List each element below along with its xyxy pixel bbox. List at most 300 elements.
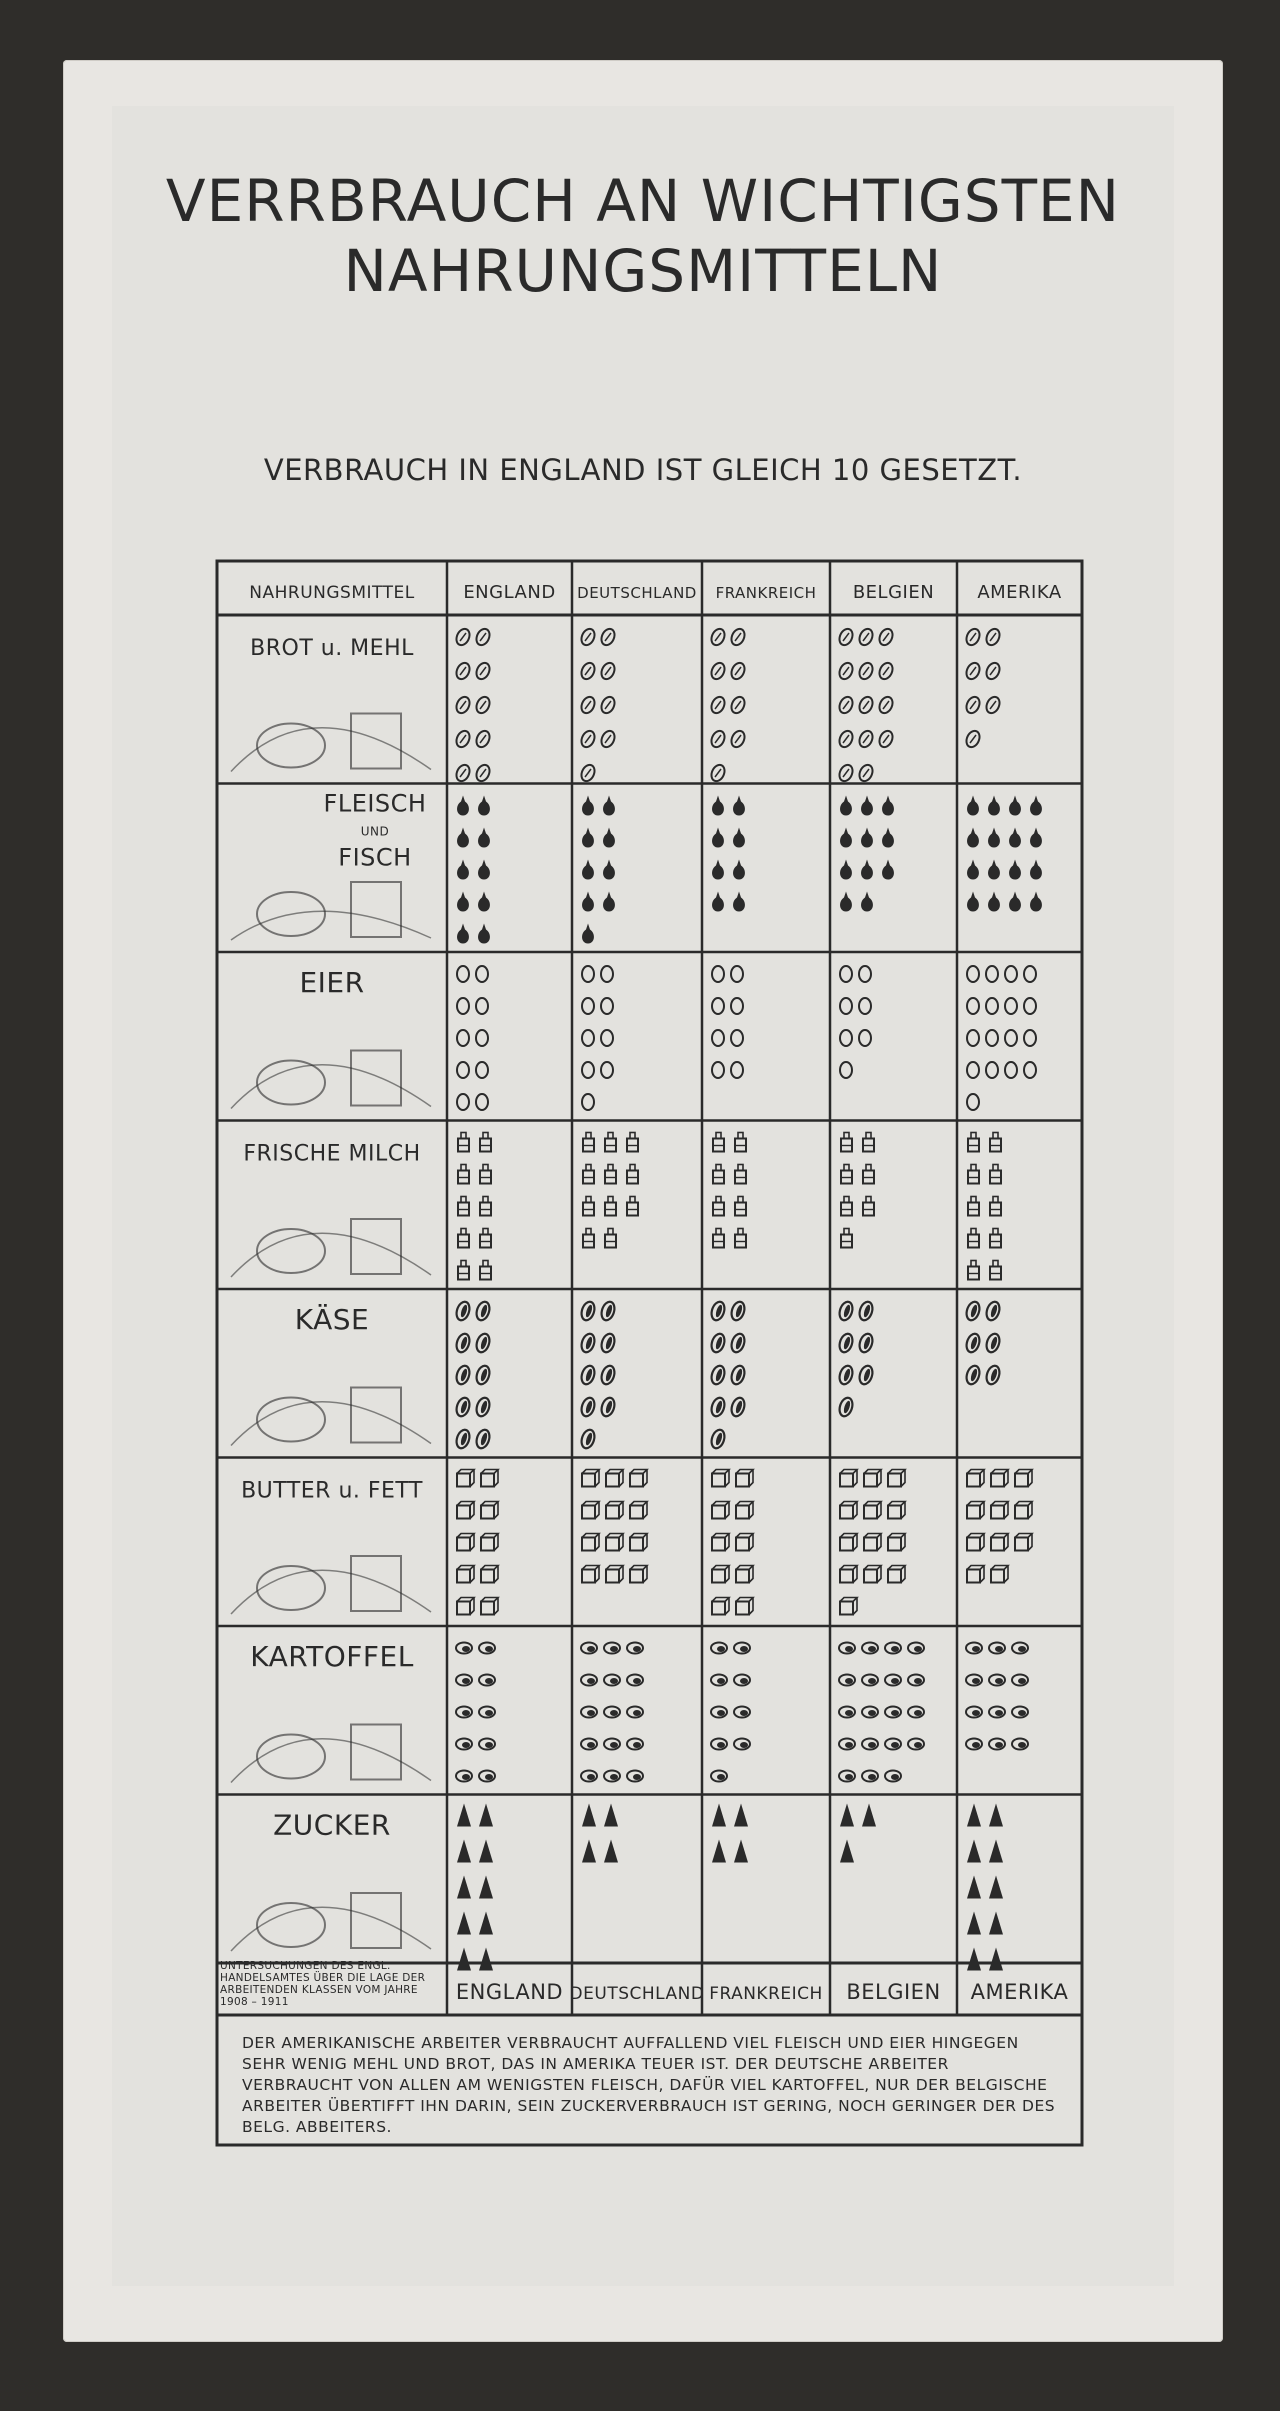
meat-symbol	[861, 892, 873, 912]
egg-symbol	[859, 1030, 871, 1046]
butter-symbol	[1015, 1474, 1028, 1487]
butter-top	[864, 1534, 881, 1551]
sugar-symbol	[967, 1804, 981, 1827]
butter-symbol	[864, 1474, 877, 1487]
egg-symbol	[967, 966, 979, 982]
cell-potato-amerika	[966, 1643, 1028, 1750]
bread-score	[480, 701, 486, 709]
egg-symbol	[457, 1062, 469, 1078]
egg-symbol	[476, 998, 488, 1014]
sugar-symbol	[840, 1840, 854, 1863]
potato-shade	[868, 1646, 876, 1652]
potato-shade	[891, 1742, 899, 1748]
potato-shade	[868, 1774, 876, 1780]
sugar-symbol	[862, 1804, 876, 1827]
egg-symbol	[967, 1094, 979, 1110]
potato-shade	[868, 1678, 876, 1684]
bread-score	[990, 667, 996, 675]
cell-sugar-amerika	[967, 1804, 1003, 1971]
egg-symbol	[712, 998, 724, 1014]
bread-score	[715, 701, 721, 709]
butter-top	[736, 1470, 753, 1487]
butter-symbol	[457, 1570, 470, 1583]
egg-symbol	[731, 1030, 743, 1046]
bread-score	[863, 667, 869, 675]
egg-symbol	[1024, 1030, 1036, 1046]
butter-top	[888, 1470, 905, 1487]
bread-score	[585, 701, 591, 709]
butter-top	[840, 1502, 857, 1519]
meat-symbol	[582, 796, 594, 816]
row-label-bread: BROT u. MEHL	[250, 636, 414, 661]
bread-score	[970, 667, 976, 675]
butter-symbol	[840, 1538, 853, 1551]
potato-shade	[587, 1678, 595, 1684]
potato-shade	[587, 1774, 595, 1780]
butter-top	[840, 1598, 857, 1615]
butter-symbol	[864, 1506, 877, 1519]
butter-top	[864, 1566, 881, 1583]
butter-symbol	[991, 1570, 1004, 1583]
bread-score	[883, 667, 889, 675]
potato-shade	[914, 1646, 922, 1652]
meat-symbol	[861, 796, 873, 816]
potato-shade	[610, 1742, 618, 1748]
potato-shade	[868, 1710, 876, 1716]
cell-bread-england	[454, 627, 492, 783]
sugar-symbol	[734, 1804, 748, 1827]
meat-symbol	[733, 828, 745, 848]
bread-score	[605, 735, 611, 743]
meat-symbol	[1009, 796, 1021, 816]
potato-shade	[845, 1646, 853, 1652]
butter-symbol	[888, 1570, 901, 1583]
potato-shade	[717, 1774, 725, 1780]
butter-symbol	[840, 1474, 853, 1487]
cell-milk-belgien	[841, 1133, 874, 1248]
cell-butter-frankreich	[712, 1470, 753, 1615]
cell-egg-england	[457, 966, 488, 1110]
cell-meat-deutschland	[582, 796, 615, 944]
butter-top	[582, 1534, 599, 1551]
row-egg	[231, 966, 1036, 1110]
egg-symbol	[1005, 998, 1017, 1014]
bread-score	[605, 667, 611, 675]
meat-symbol	[733, 860, 745, 880]
butter-top	[481, 1534, 498, 1551]
egg-symbol	[731, 966, 743, 982]
bread-score	[883, 701, 889, 709]
sugar-symbol	[840, 1804, 854, 1827]
meat-symbol	[712, 796, 724, 816]
egg-symbol	[582, 1094, 594, 1110]
sugar-symbol	[989, 1804, 1003, 1827]
potato-shade	[485, 1742, 493, 1748]
butter-symbol	[712, 1538, 725, 1551]
illustration-shape-butter	[257, 1566, 325, 1610]
cell-milk-amerika	[968, 1133, 1001, 1280]
butter-top	[840, 1566, 857, 1583]
meat-symbol	[840, 796, 852, 816]
potato-shade	[610, 1710, 618, 1716]
sugar-symbol	[989, 1912, 1003, 1935]
sugar-symbol	[967, 1948, 981, 1971]
bread-score	[843, 667, 849, 675]
potato-shade	[485, 1774, 493, 1780]
butter-symbol	[888, 1506, 901, 1519]
potato-shade	[845, 1774, 853, 1780]
butter-top	[712, 1502, 729, 1519]
potato-shade	[633, 1774, 641, 1780]
cell-meat-england	[457, 796, 490, 944]
butter-top	[991, 1470, 1008, 1487]
bread-score	[863, 701, 869, 709]
egg-symbol	[476, 1094, 488, 1110]
sugar-symbol	[604, 1804, 618, 1827]
cell-sugar-deutschland	[582, 1804, 618, 1863]
bread-score	[480, 633, 486, 641]
butter-top	[582, 1470, 599, 1487]
cell-butter-england	[457, 1470, 498, 1615]
sugar-symbol	[989, 1876, 1003, 1899]
egg-symbol	[476, 1030, 488, 1046]
butter-top	[840, 1470, 857, 1487]
potato-shade	[587, 1742, 595, 1748]
butter-top	[582, 1502, 599, 1519]
row-label-meat-2: UND	[360, 824, 390, 839]
illustration-shape-egg	[257, 1061, 325, 1105]
bread-score	[585, 769, 591, 777]
meat-symbol	[733, 892, 745, 912]
bread-score	[883, 633, 889, 641]
potato-shade	[868, 1742, 876, 1748]
butter-symbol	[736, 1538, 749, 1551]
potato-shade	[740, 1678, 748, 1684]
butter-top	[736, 1502, 753, 1519]
cell-meat-amerika	[967, 796, 1042, 912]
butter-symbol	[888, 1538, 901, 1551]
butter-symbol	[991, 1506, 1004, 1519]
butter-top	[967, 1470, 984, 1487]
illustration-box-egg	[351, 1051, 401, 1106]
butter-symbol	[736, 1506, 749, 1519]
row-label-cheese: KÄSE	[294, 1303, 370, 1336]
cell-bread-amerika	[964, 627, 1002, 749]
potato-shade	[485, 1678, 493, 1684]
butter-symbol	[481, 1474, 494, 1487]
illustration-box-cheese	[351, 1388, 401, 1443]
illustration-box-milk	[351, 1219, 401, 1274]
bread-score	[460, 667, 466, 675]
column-header-frankreich: FRANKREICH	[715, 584, 817, 602]
cell-butter-deutschland	[582, 1470, 647, 1583]
meat-symbol	[478, 860, 490, 880]
egg-symbol	[1005, 1062, 1017, 1078]
egg-symbol	[1024, 1062, 1036, 1078]
row-label-butter: BUTTER u. FETT	[241, 1478, 423, 1504]
potato-shade	[462, 1710, 470, 1716]
meat-symbol	[733, 796, 745, 816]
butter-symbol	[582, 1506, 595, 1519]
sugar-symbol	[457, 1948, 471, 1971]
potato-shade	[1018, 1646, 1026, 1652]
egg-symbol	[1005, 1030, 1017, 1046]
butter-top	[967, 1502, 984, 1519]
footer-column-amerika: AMERIKA	[970, 1980, 1069, 2004]
bread-score	[863, 769, 869, 777]
egg-symbol	[986, 998, 998, 1014]
sugar-symbol	[582, 1840, 596, 1863]
butter-top	[736, 1598, 753, 1615]
butter-symbol	[606, 1506, 619, 1519]
egg-symbol	[1024, 998, 1036, 1014]
bread-score	[970, 701, 976, 709]
butter-top	[606, 1502, 623, 1519]
bread-score	[970, 735, 976, 743]
cell-meat-belgien	[840, 796, 894, 912]
butter-symbol	[736, 1474, 749, 1487]
potato-shade	[462, 1742, 470, 1748]
egg-symbol	[582, 998, 594, 1014]
egg-symbol	[601, 1030, 613, 1046]
bread-score	[735, 667, 741, 675]
bread-score	[480, 769, 486, 777]
bread-score	[843, 701, 849, 709]
meat-symbol	[882, 860, 894, 880]
potato-shade	[995, 1710, 1003, 1716]
butter-top	[481, 1598, 498, 1615]
butter-top	[481, 1502, 498, 1519]
butter-top	[1015, 1502, 1032, 1519]
cell-butter-belgien	[840, 1470, 905, 1615]
sugar-symbol	[457, 1912, 471, 1935]
butter-top	[630, 1470, 647, 1487]
egg-symbol	[859, 966, 871, 982]
meat-symbol	[582, 828, 594, 848]
illustration-shape-milk	[257, 1229, 325, 1273]
meat-symbol	[603, 860, 615, 880]
butter-top	[888, 1502, 905, 1519]
cell-butter-amerika	[967, 1470, 1032, 1583]
butter-symbol	[606, 1570, 619, 1583]
potato-shade	[995, 1742, 1003, 1748]
egg-symbol	[986, 1030, 998, 1046]
butter-symbol	[457, 1506, 470, 1519]
butter-symbol	[630, 1538, 643, 1551]
illustration-box-potato	[351, 1725, 401, 1780]
egg-symbol	[712, 1062, 724, 1078]
column-header-belgien: BELGIEN	[852, 582, 935, 603]
egg-symbol	[840, 998, 852, 1014]
butter-top	[736, 1566, 753, 1583]
potato-shade	[610, 1774, 618, 1780]
butter-top	[967, 1566, 984, 1583]
bread-score	[715, 667, 721, 675]
bread-score	[863, 735, 869, 743]
meat-symbol	[1009, 892, 1021, 912]
potato-shade	[717, 1678, 725, 1684]
egg-symbol	[582, 1030, 594, 1046]
row-cheese	[231, 1300, 1002, 1450]
butter-top	[457, 1470, 474, 1487]
butter-symbol	[582, 1474, 595, 1487]
sugar-symbol	[967, 1840, 981, 1863]
egg-symbol	[712, 1030, 724, 1046]
row-label-egg: EIER	[299, 966, 365, 999]
potato-shade	[610, 1678, 618, 1684]
butter-top	[712, 1470, 729, 1487]
butter-top	[712, 1566, 729, 1583]
row-milk	[231, 1133, 1001, 1280]
cell-cheese-england	[454, 1300, 491, 1450]
footer-column-england: ENGLAND	[455, 1980, 564, 2004]
chart-subtitle: VERBRAUCH IN ENGLAND IST GLEICH 10 GESETZT.	[263, 453, 1023, 487]
potato-shade	[462, 1678, 470, 1684]
egg-symbol	[476, 1062, 488, 1078]
meat-symbol	[1030, 828, 1042, 848]
row-label-meat: FLEISCH	[323, 789, 427, 818]
cell-sugar-england	[457, 1804, 493, 1971]
butter-symbol	[630, 1506, 643, 1519]
butter-symbol	[630, 1570, 643, 1583]
butter-top	[888, 1534, 905, 1551]
bread-score	[460, 701, 466, 709]
egg-symbol	[859, 998, 871, 1014]
cell-potato-belgien	[839, 1643, 924, 1782]
butter-top	[840, 1534, 857, 1551]
meat-symbol	[582, 860, 594, 880]
butter-top	[457, 1534, 474, 1551]
meat-symbol	[478, 924, 490, 944]
cell-cheese-belgien	[837, 1300, 874, 1418]
egg-symbol	[731, 998, 743, 1014]
butter-top	[481, 1566, 498, 1583]
butter-top	[991, 1502, 1008, 1519]
egg-symbol	[582, 1062, 594, 1078]
bread-score	[843, 633, 849, 641]
sugar-symbol	[457, 1876, 471, 1899]
illustration-box-bread	[351, 714, 401, 769]
potato-shade	[1018, 1742, 1026, 1748]
explanation-note: DER AMERIKANISCHE ARBEITER VERBRAUCHT AUFFALLEND VIEL FLEISCH UND EIER HINGEGEN SEHR WENIG MEHL UND BROT, DAS IN AMERIKA TEUER IST. DER DEUTSCHE ARBEITER VERBRAUCHT VON ALLEN AM WENIGSTEN FLEISCH, DAFÜR VIEL KARTOFFEL, NUR DER BELGISCHE ARBEITER ÜBERTIFFT IHN DARIN, SEIN ZUCKERVERBRAUCH IST GERING, NOCH GERINGER DER DES BELG. ABBEITERS.	[242, 2034, 1056, 2136]
cell-bread-belgien	[837, 627, 895, 783]
column-header-deutschland: DEUTSCHLAND	[577, 584, 697, 602]
potato-shade	[845, 1742, 853, 1748]
butter-symbol	[840, 1602, 853, 1615]
illustration-shape-cheese	[257, 1398, 325, 1442]
butter-symbol	[736, 1570, 749, 1583]
bread-score	[990, 701, 996, 709]
potato-shade	[740, 1710, 748, 1716]
potato-shade	[633, 1742, 641, 1748]
meat-symbol	[603, 892, 615, 912]
cell-bread-frankreich	[709, 627, 747, 783]
bread-score	[585, 667, 591, 675]
butter-top	[481, 1470, 498, 1487]
meat-symbol	[840, 892, 852, 912]
source-note: UNTERSUCHUNGEN DES ENGL. HANDELSAMTES ÜBER DIE LAGE DER ARBEITENDEN KLASSEN VOM JAHRE 1908 – 1911	[220, 1960, 426, 2008]
potato-shade	[740, 1646, 748, 1652]
bread-score	[715, 633, 721, 641]
row-bread	[231, 627, 1002, 783]
butter-symbol	[712, 1474, 725, 1487]
butter-symbol	[991, 1474, 1004, 1487]
sugar-symbol	[479, 1840, 493, 1863]
butter-top	[712, 1598, 729, 1615]
butter-symbol	[606, 1474, 619, 1487]
bread-score	[735, 701, 741, 709]
butter-top	[1015, 1470, 1032, 1487]
column-header-amerika: AMERIKA	[977, 582, 1062, 603]
potato-shade	[995, 1678, 1003, 1684]
sugar-symbol	[457, 1840, 471, 1863]
row-butter	[231, 1470, 1032, 1615]
butter-symbol	[712, 1506, 725, 1519]
meat-symbol	[1030, 796, 1042, 816]
potato-shade	[717, 1742, 725, 1748]
bread-score	[480, 667, 486, 675]
butter-symbol	[712, 1570, 725, 1583]
cell-potato-england	[456, 1643, 495, 1782]
potato-shade	[891, 1710, 899, 1716]
meat-symbol	[1030, 892, 1042, 912]
meat-symbol	[603, 796, 615, 816]
cell-sugar-belgien	[840, 1804, 876, 1863]
bread-score	[460, 735, 466, 743]
cell-potato-frankreich	[711, 1643, 750, 1782]
potato-shade	[914, 1742, 922, 1748]
bread-score	[460, 633, 466, 641]
egg-symbol	[457, 998, 469, 1014]
butter-symbol	[967, 1570, 980, 1583]
bread-score	[843, 735, 849, 743]
illustration-shape-sugar	[257, 1903, 325, 1947]
potato-shade	[587, 1646, 595, 1652]
egg-symbol	[840, 966, 852, 982]
meat-symbol	[712, 860, 724, 880]
egg-symbol	[457, 1094, 469, 1110]
potato-shade	[972, 1646, 980, 1652]
meat-symbol	[840, 828, 852, 848]
bread-score	[585, 735, 591, 743]
potato-shade	[972, 1742, 980, 1748]
sugar-symbol	[479, 1804, 493, 1827]
egg-symbol	[601, 998, 613, 1014]
butter-top	[457, 1566, 474, 1583]
consumption-table	[112, 106, 1174, 2286]
cell-milk-deutschland	[583, 1133, 638, 1248]
footer-column-frankreich: FRANKREICH	[709, 1984, 823, 2004]
meat-symbol	[603, 828, 615, 848]
column-header-england: ENGLAND	[463, 582, 556, 603]
row-meat	[231, 790, 1042, 944]
sugar-symbol	[712, 1804, 726, 1827]
sugar-symbol	[457, 1804, 471, 1827]
potato-shade	[1018, 1678, 1026, 1684]
cell-egg-belgien	[840, 966, 871, 1078]
bread-score	[715, 769, 721, 777]
potato-shade	[633, 1646, 641, 1652]
meat-symbol	[1009, 860, 1021, 880]
cell-milk-frankreich	[713, 1133, 746, 1248]
meat-symbol	[988, 860, 1000, 880]
butter-top	[606, 1470, 623, 1487]
butter-symbol	[606, 1538, 619, 1551]
butter-symbol	[991, 1538, 1004, 1551]
cell-cheese-deutschland	[579, 1300, 616, 1450]
egg-symbol	[731, 1062, 743, 1078]
bread-score	[605, 633, 611, 641]
